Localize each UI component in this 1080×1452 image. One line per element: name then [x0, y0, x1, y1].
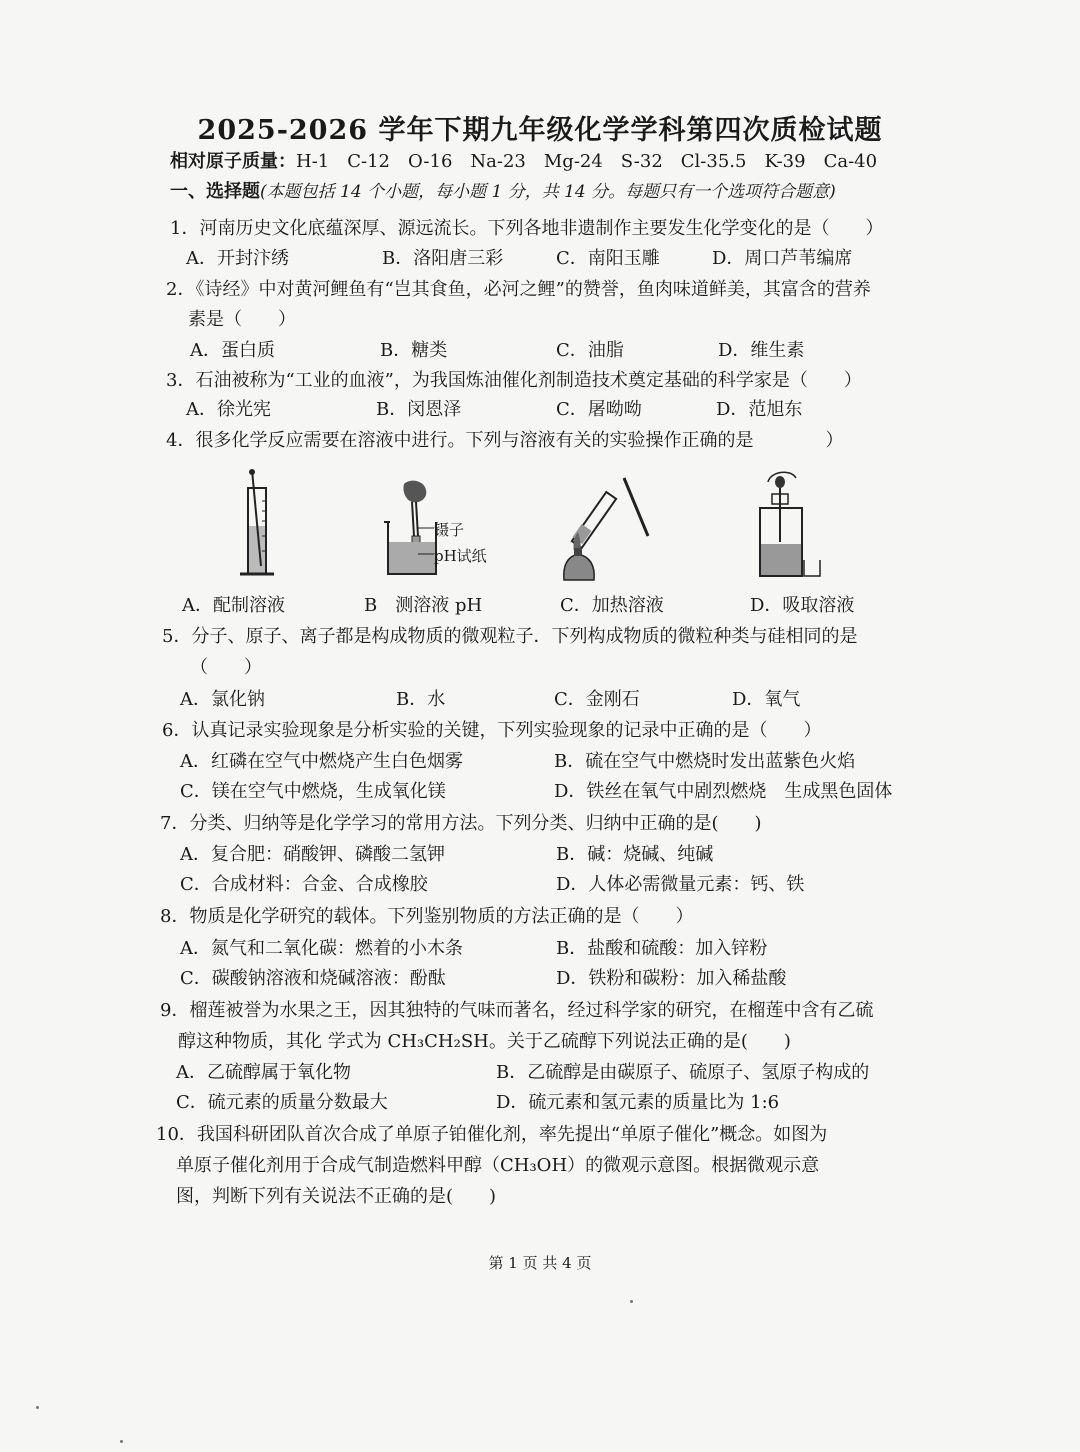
- question-4-option-d: D．吸取溶液: [750, 595, 855, 616]
- question-2-option-c: C．油脂: [556, 340, 624, 361]
- figure-c-heating: [560, 472, 660, 584]
- question-5-stem-line1: 5．分子、原子、离子都是构成物质的微观粒子．下列构成物质的微粒种类与硅相同的是: [162, 626, 858, 647]
- question-3-stem: 3．石油被称为“工业的血液”，为我国炼油催化剂制造技术奠定基础的科学家是（ ）: [166, 370, 862, 391]
- question-4-option-b: B 测溶液 pH: [364, 595, 483, 616]
- question-9-option-d: D．硫元素和氢元素的质量比为 1:6: [496, 1092, 780, 1113]
- figure-a-graduated-cylinder: [228, 466, 288, 584]
- question-5-stem-line2: （ ）: [190, 657, 262, 678]
- question-7-stem: 7．分类、归纳等是化学学习的常用方法。下列分类、归纳中正确的是( ): [160, 813, 762, 834]
- question-10-stem-line1: 10．我国科研团队首次合成了单原子铂催化剂，率先提出“单原子催化”概念。如图为: [156, 1124, 828, 1145]
- figure-b-pointer-lines: [418, 526, 436, 556]
- exam-title: 2025-2026 学年下期九年级化学学科第四次质检试题: [197, 115, 883, 146]
- question-7-option-b: B．碱：烧碱、纯碱: [556, 844, 714, 865]
- question-5-option-c: C．金刚石: [554, 689, 640, 710]
- question-2-stem-line1: 2．《诗经》中对黄河鲤鱼有“岂其食鱼，必河之鲤”的赞誉，鱼肉味道鲜美，其富含的营养: [166, 279, 871, 300]
- question-6-option-a: A．红磷在空气中燃烧产生白色烟雾: [180, 751, 463, 772]
- question-9-option-b: B．乙硫醇是由碳原子、硫原子、氢原子构成的: [496, 1062, 870, 1083]
- atomic-mass-values: H-1 C-12 O-16 Na-23 Mg-24 S-32 Cl-35.5 K-39 Ca-40: [296, 151, 878, 172]
- question-2-option-a: A．蛋白质: [190, 340, 275, 361]
- figure-d-dropper: [746, 468, 826, 582]
- question-1-option-a: A．开封汴绣: [186, 248, 289, 269]
- question-1-option-d: D．周口芦苇编席: [712, 248, 853, 269]
- question-6-option-c: C．镁在空气中燃烧，生成氧化镁: [180, 781, 446, 802]
- question-6-option-d: D．铁丝在氧气中剧烈燃烧 生成黑色固体: [554, 781, 893, 802]
- question-10-stem-line2: 单原子催化剂用于合成气制造燃料甲醇（CH₃OH）的微观示意图。根据微观示意: [176, 1155, 820, 1176]
- question-9-option-a: A．乙硫醇属于氧化物: [176, 1062, 351, 1083]
- question-2-option-b: B．糖类: [380, 340, 448, 361]
- question-4-option-c: C．加热溶液: [560, 595, 664, 616]
- question-9-stem-line1: 9．榴莲被誉为水果之王，因其独特的气味而著名，经过科学家的研究，在榴莲中含有乙硫: [160, 1000, 874, 1021]
- question-10-stem-line3: 图，判断下列有关说法不正确的是( ): [176, 1186, 497, 1207]
- question-3-option-a: A．徐光宪: [186, 399, 271, 420]
- question-8-option-d: D．铁粉和碳粉：加入稀盐酸: [556, 968, 787, 989]
- question-3-option-c: C．屠呦呦: [556, 399, 642, 420]
- page-footer: 第 1 页 共 4 页: [488, 1254, 592, 1272]
- question-5-option-a: A．氯化钠: [180, 689, 265, 710]
- atomic-mass-label: 相对原子质量：: [170, 151, 296, 172]
- question-8-option-c: C．碳酸钠溶液和烧碱溶液：酚酞: [180, 968, 446, 989]
- question-6-stem: 6．认真记录实验现象是分析实验的关键，下列实验现象的记录中正确的是（ ）: [162, 720, 822, 741]
- question-2-stem-line2: 素是（ ）: [188, 309, 296, 330]
- question-4-option-a: A．配制溶液: [182, 595, 285, 616]
- question-7-option-a: A．复合肥：硝酸钾、磷酸二氢钾: [180, 844, 445, 865]
- question-8-stem: 8．物质是化学研究的载体。下列鉴别物质的方法正确的是（ ）: [160, 906, 694, 927]
- scan-speck: [36, 1406, 39, 1409]
- scan-speck: [630, 1300, 633, 1303]
- question-9-stem-line2: 醇这种物质，其化 学式为 CH₃CH₂SH。关于乙硫醇下列说法正确的是( ): [178, 1031, 791, 1052]
- question-5-option-b: B．水: [396, 689, 446, 710]
- question-3-option-d: D．范旭东: [716, 399, 803, 420]
- figure-b-ph-paper-label: pH试纸: [434, 547, 487, 565]
- figure-b-tweezers-label: 镊子: [434, 521, 465, 539]
- question-7-option-c: C．合成材料：合金、合成橡胶: [180, 874, 428, 895]
- question-6-option-b: B．硫在空气中燃烧时发出蓝紫色火焰: [554, 751, 856, 772]
- question-5-option-d: D．氧气: [732, 689, 801, 710]
- scan-speck: [120, 1440, 123, 1443]
- section-heading: [170, 180, 836, 204]
- atomic-mass-line: [170, 150, 877, 174]
- section-title: 一、选择题: [170, 181, 260, 202]
- question-8-option-b: B．盐酸和硫酸：加入锌粉: [556, 938, 768, 959]
- question-9-option-c: C．硫元素的质量分数最大: [176, 1092, 388, 1113]
- question-7-option-d: D．人体必需微量元素：钙、铁: [556, 874, 805, 895]
- question-1-option-c: C．南阳玉雕: [556, 248, 660, 269]
- question-4-stem: 4．很多化学反应需要在溶液中进行。下列与溶液有关的实验操作正确的是 ）: [166, 430, 844, 451]
- question-1-option-b: B．洛阳唐三彩: [382, 248, 504, 269]
- question-8-option-a: A．氮气和二氧化碳：燃着的小木条: [180, 938, 463, 959]
- question-2-option-d: D．维生素: [718, 340, 805, 361]
- question-1-stem: 1．河南历史文化底蕴深厚、源远流长。下列各地非遗制作主要发生化学变化的是（ ）: [170, 218, 884, 239]
- section-note: (本题包括 14 个小题，每小题 1 分，共 14 分。每题只有一个选项符合题意): [260, 182, 836, 202]
- question-3-option-b: B．闵恩泽: [376, 399, 462, 420]
